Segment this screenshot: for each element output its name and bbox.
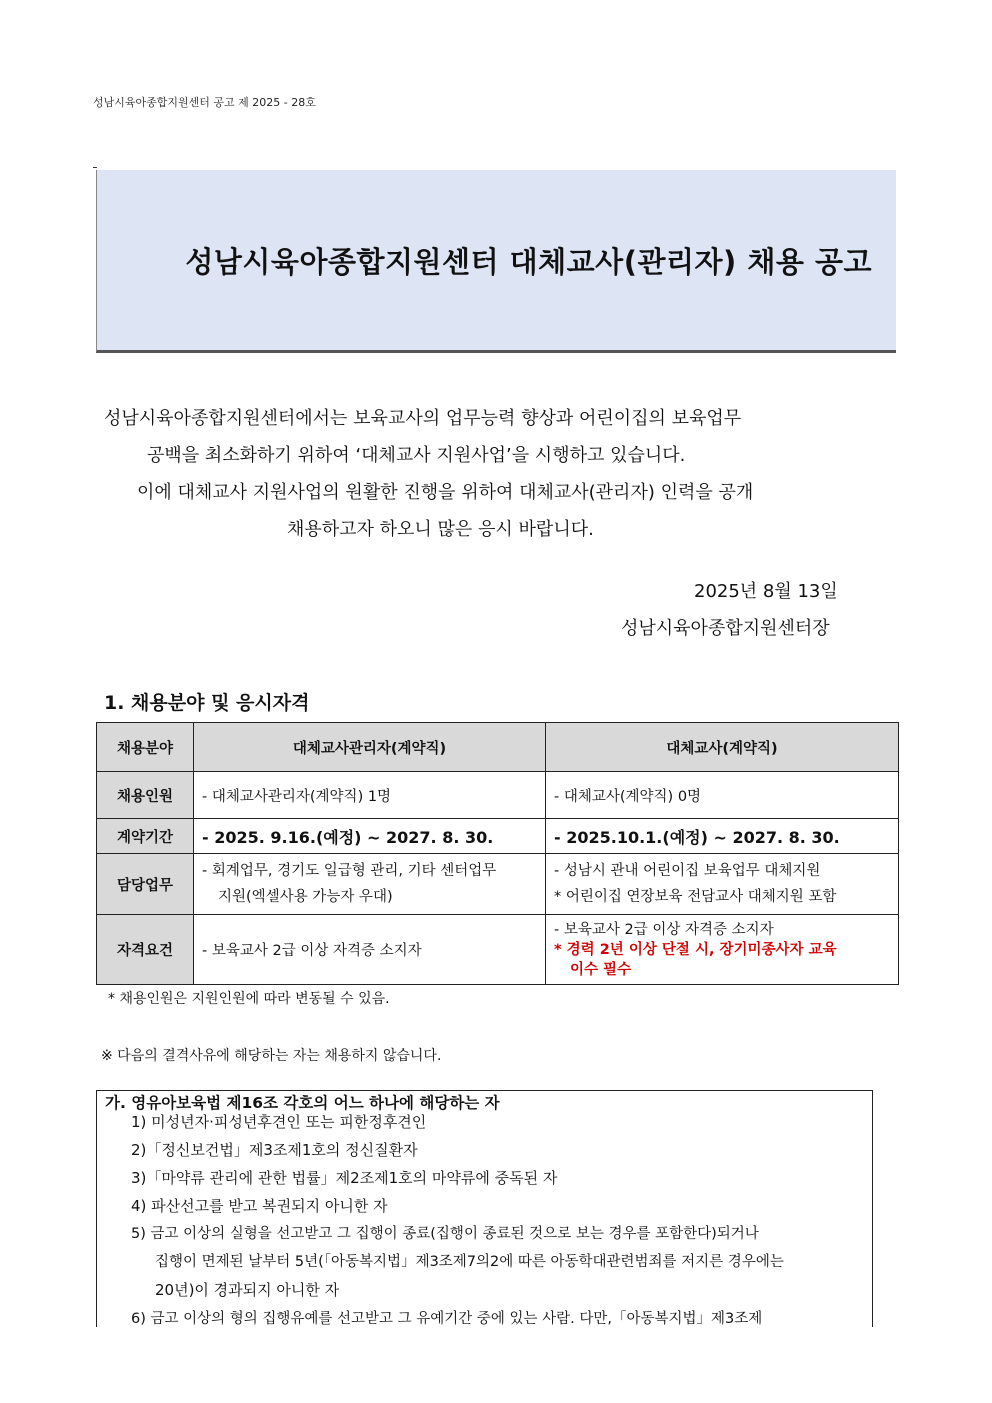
cell-line: 지원(엑셀사용 가능자 우대) — [218, 889, 393, 905]
cell-line: - 보육교사 2급 이상 자격증 소지자 — [554, 921, 774, 938]
list-item: 3)「마약류 관리에 관한 법률」제2조제1호의 마약류에 중독된 자 — [131, 1169, 558, 1187]
list-item: 2)「정신보건법」제3조제1호의 정신질환자 — [131, 1141, 418, 1159]
table-cell: - 대체교사(계약직) 0명 — [546, 772, 899, 819]
cell-line: - 회계업무, 경기도 일급형 관리, 기타 센터업무 — [202, 863, 497, 879]
exclusion-note: ※ 다음의 결격사유에 해당하는 자는 채용하지 않습니다. — [101, 1048, 442, 1064]
cell-line: * 어린이집 연장보육 전담교사 대체지원 포함 — [554, 889, 837, 905]
cell-line: * 경력 2년 이상 단절 시, 장기미종사자 교육 — [554, 941, 837, 958]
list-item: 5) 금고 이상의 실형을 선고받고 그 집행이 종료(집행이 종료된 것으로 보는 경우를 포함한다)되거나 — [131, 1226, 759, 1242]
row-label: 자격요건 — [97, 915, 194, 985]
disqualification-box — [96, 1090, 873, 1327]
table-row — [97, 854, 899, 915]
table-cell: - 보육교사 2급 이상 자격증 소지자 — [194, 915, 546, 985]
table-header-row — [97, 723, 899, 772]
header-col1: 대체교사관리자(계약직) — [194, 723, 546, 772]
table-cell: - 2025. 9.16.(예정) ~ 2027. 8. 30. — [194, 819, 546, 854]
intro-line: 채용하고자 하오니 많은 응시 바랍니다. — [287, 519, 594, 540]
row-label: 계약기간 — [97, 819, 194, 854]
requirements-table — [96, 722, 899, 985]
table-cell — [194, 854, 546, 915]
table-row — [97, 915, 899, 985]
row-label: 담당업무 — [97, 854, 194, 915]
divider-mark — [93, 167, 97, 168]
table-cell — [546, 915, 899, 985]
table-cell: - 대체교사관리자(계약직) 1명 — [194, 772, 546, 819]
list-item: 6) 금고 이상의 형의 집행유예를 선고받고 그 유예기간 중에 있는 사람. 다만,「아동복지법」제3조제 — [131, 1311, 763, 1327]
row-label: 채용인원 — [97, 772, 194, 819]
table-row — [97, 772, 899, 819]
table-row — [97, 819, 899, 854]
intro-line: 성남시육아종합지원센터에서는 보육교사의 업무능력 향상과 어린이집의 보육업무 — [104, 408, 742, 429]
list-item: 4) 파산선고를 받고 복권되지 아니한 자 — [131, 1197, 388, 1215]
disqualification-heading: 가. 영유아보육법 제16조 각호의 어느 하나에 해당하는 자 — [105, 1094, 500, 1112]
list-item: 1) 미성년자·피성년후견인 또는 피한정후견인 — [131, 1113, 427, 1131]
table-cell: - 2025.10.1.(예정) ~ 2027. 8. 30. — [546, 819, 899, 854]
title-banner — [96, 170, 896, 353]
notice-number: 성남시육아종합지원센터 공고 제 2025 - 28호 — [93, 96, 316, 109]
page-title: 성남시육아종합지원센터 대체교사(관리자) 채용 공고 — [185, 245, 872, 279]
header-col2: 대체교사(계약직) — [546, 723, 899, 772]
header-label: 채용분야 — [97, 723, 194, 772]
notice-date: 2025년 8월 13일 — [694, 581, 838, 602]
signer: 성남시육아종합지원센터장 — [621, 618, 830, 639]
intro-line: 이에 대체교사 지원사업의 원활한 진행을 위하여 대체교사(관리자) 인력을 공개 — [137, 482, 754, 503]
list-item-continuation: 집행이 면제된 날부터 5년(「아동복지법」제3조제7의2에 따른 아동학대관련범죄를 저지른 경우에는 — [155, 1254, 784, 1270]
section-title: 1. 채용분야 및 응시자격 — [104, 692, 310, 714]
cell-line: 이수 필수 — [570, 961, 632, 978]
cell-line: - 성남시 관내 어린이집 보육업무 대체지원 — [554, 863, 821, 879]
intro-line: 공백을 최소화하기 위하여 ‘대체교사 지원사업’을 시행하고 있습니다. — [147, 445, 686, 466]
table-cell — [546, 854, 899, 915]
list-item-continuation: 20년)이 경과되지 아니한 자 — [155, 1281, 340, 1299]
table-note: * 채용인원은 지원인원에 따라 변동될 수 있음. — [108, 991, 390, 1007]
